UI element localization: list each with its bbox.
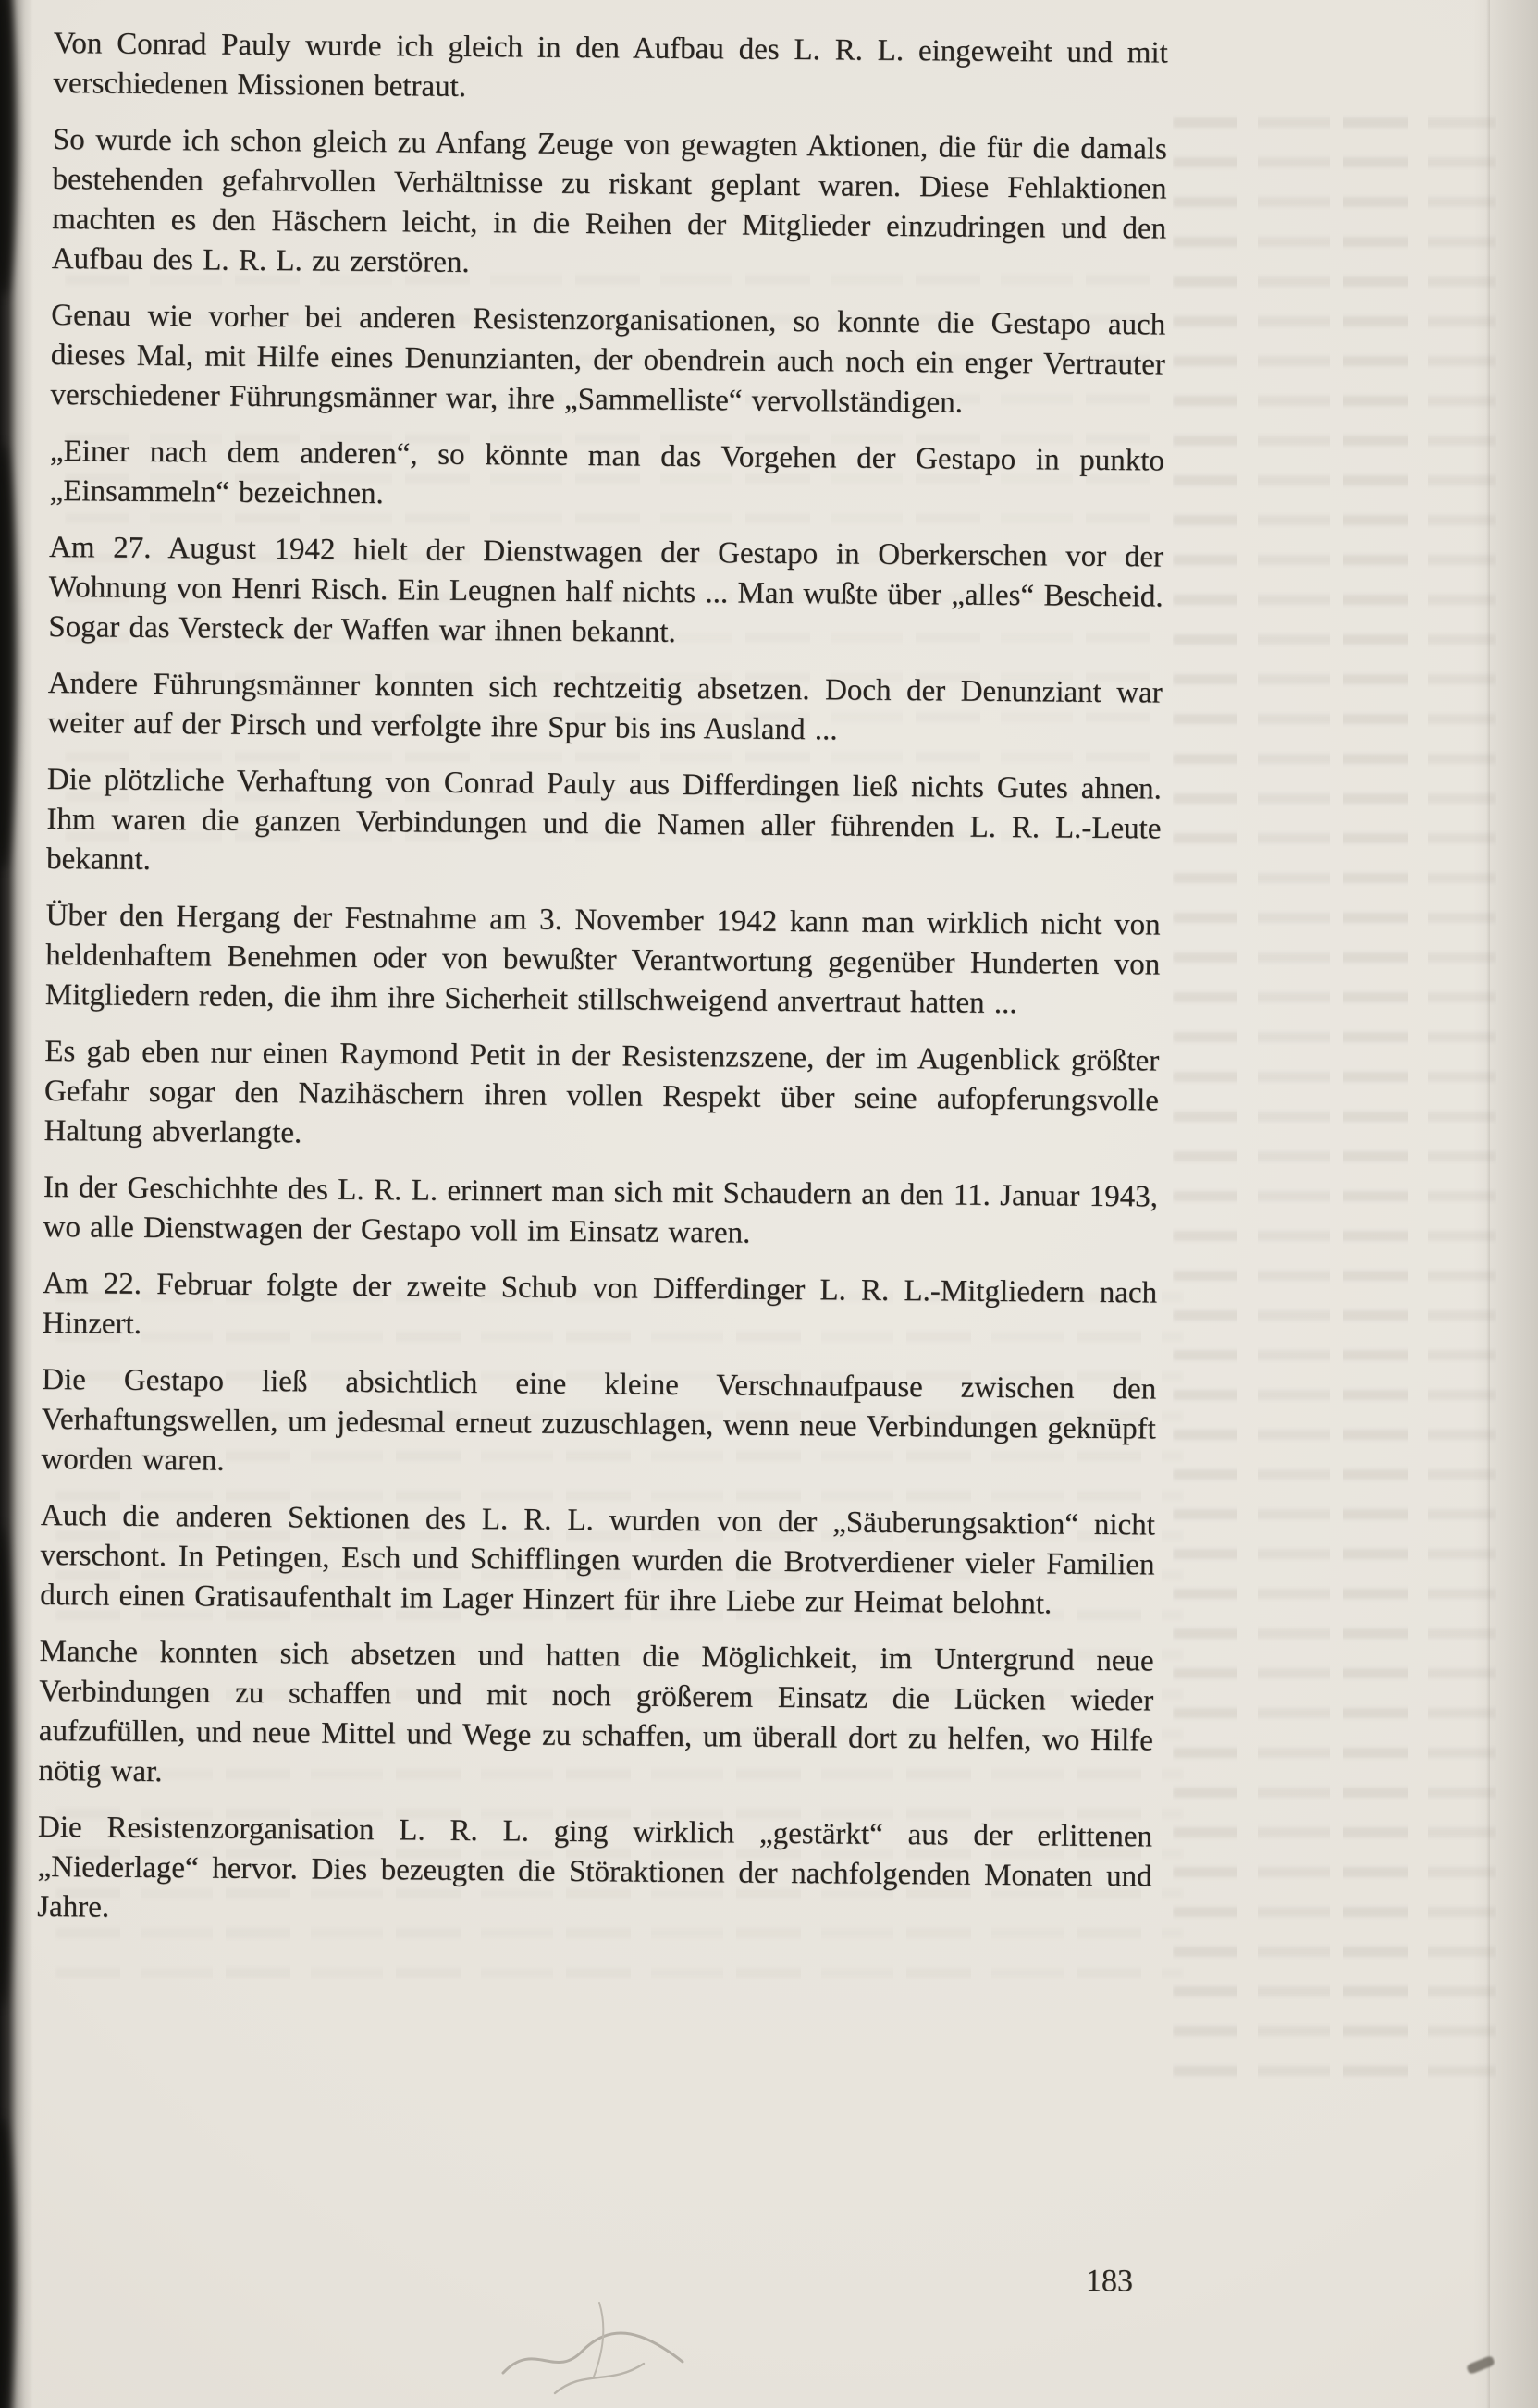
paragraph: Von Conrad Pauly wurde ich gleich in den Aufbau des L. R. L. eingeweiht und mit verschiedenen Missionen betraut.	[53, 26, 1168, 104]
paragraph: Andere Führungsmänner konnten sich rechtzeitig absetzen. Doch der Denunziant war weiter auf der Pirsch und verfolgte ihre Spur bis ins Ausland ...	[47, 666, 1163, 747]
paragraph: Am 27. August 1942 hielt der Dienstwagen der Gestapo in Oberkerschen vor der Wohnung von Henri Risch. Ein Leugnen half nichts ... Man wußte über „alles“ Bescheid. Sogar das Versteck der Waffen war ihnen bekannt.	[48, 530, 1164, 649]
paragraph: Am 22. Februar folgte der zweite Schub von Differdinger L. R. L.-Mitgliedern nach Hinzert.	[42, 1266, 1158, 1341]
paragraph: Die Resistenzorganisation L. R. L. ging wirklich „gestärkt“ aus der erlittenen „Niederlage“ hervor. Dies bezeugten die Störaktionen der nachfolgenden Monaten und Jahre.	[37, 1810, 1153, 1924]
paragraph: Manche konnten sich absetzen und hatten die Möglichkeit, im Untergrund neue Verbindungen zu schaffen und mit noch größerem Einsatz die Lücken wieder aufzufüllen, und neue Mittel und Wege zu schaffen, um überall dort zu helfen, wo Hilfe nötig war.	[38, 1634, 1154, 1789]
paragraph: Die plötzliche Verhaftung von Conrad Pauly aus Differdingen ließ nichts Gutes ahnen. Ihm waren die ganzen Verbindungen und die Namen aller führenden L. R. L.-Leute bekannt.	[45, 762, 1162, 877]
paragraph: So wurde ich schon gleich zu Anfang Zeuge von gewagten Aktionen, die für die damals bestehenden gefahrvollen Verhältnisse zu riskant geplant waren. Diese Fehlaktionen machten es den Häschern leicht, in die Reihen der Mitglieder einzudringen und den Aufbau des L. R. L. zu zerstören.	[51, 122, 1168, 279]
paragraph: Genau wie vorher bei anderen Resistenzorganisationen, so konnte die Gestapo auch dieses Mal, mit Hilfe eines Denunzianten, der obendrein auch noch ein enger Vertrauter verschiedener Führungsmänner war, ihre „Sammelliste“ vervollständigen.	[50, 298, 1166, 420]
scan-edge-left	[0, 0, 33, 2408]
paragraph: In der Geschichhte des L. R. L. erinnert man sich mit Schaudern an den 11. Januar 1943, wo alle Dienstwagen der Gestapo voll im Einsatz waren.	[43, 1170, 1159, 1250]
pencil-mark	[490, 2284, 712, 2404]
paper-crease	[1486, 0, 1490, 2408]
paragraph: Es gab eben nur einen Raymond Petit in der Resistenzszene, der im Augenblick größter Gefahr sogar den Nazihäschern ihren vollen Respekt über seine aufopferungsvolle Haltung abverlangte.	[43, 1034, 1160, 1150]
paragraph: Die Gestapo ließ absichtlich eine kleine Verschnaufpause zwischen den Verhaftungswellen, um jedesmal erneut zuzuschlagen, wenn neue Verbindungen geknüpft worden waren.	[41, 1362, 1157, 1478]
body-text	[37, 24, 1168, 1936]
paragraph: Auch die anderen Sektionen des L. R. L. wurden von der „Säuberungsaktion“ nicht verschont. In Petingen, Esch und Schifflingen wurden die Brotverdiener vieler Familien durch einen Gratisaufenthalt im Lager Hinzert für ihre Liebe zur Heimat belohnt.	[40, 1498, 1156, 1621]
paragraph: „Einer nach dem anderen“, so könnte man das Vorgehen der Gestapo in punkto „Einsammeln“ bezeichnen.	[49, 434, 1165, 511]
scan-edge-right	[1473, 0, 1538, 2408]
bleedthrough-right-margin	[1173, 102, 1496, 2081]
page-number: 183	[1085, 2264, 1134, 2299]
paragraph: Über den Hergang der Festnahme am 3. November 1942 kann man wirklich nicht von heldenhaftem Benehmen oder von bewußter Verantwortung gegenüber Hunderten von Mitgliedern reden, die ihm ihre Sicherheit stillschweigend anvertraut hatten ...	[44, 898, 1161, 1021]
